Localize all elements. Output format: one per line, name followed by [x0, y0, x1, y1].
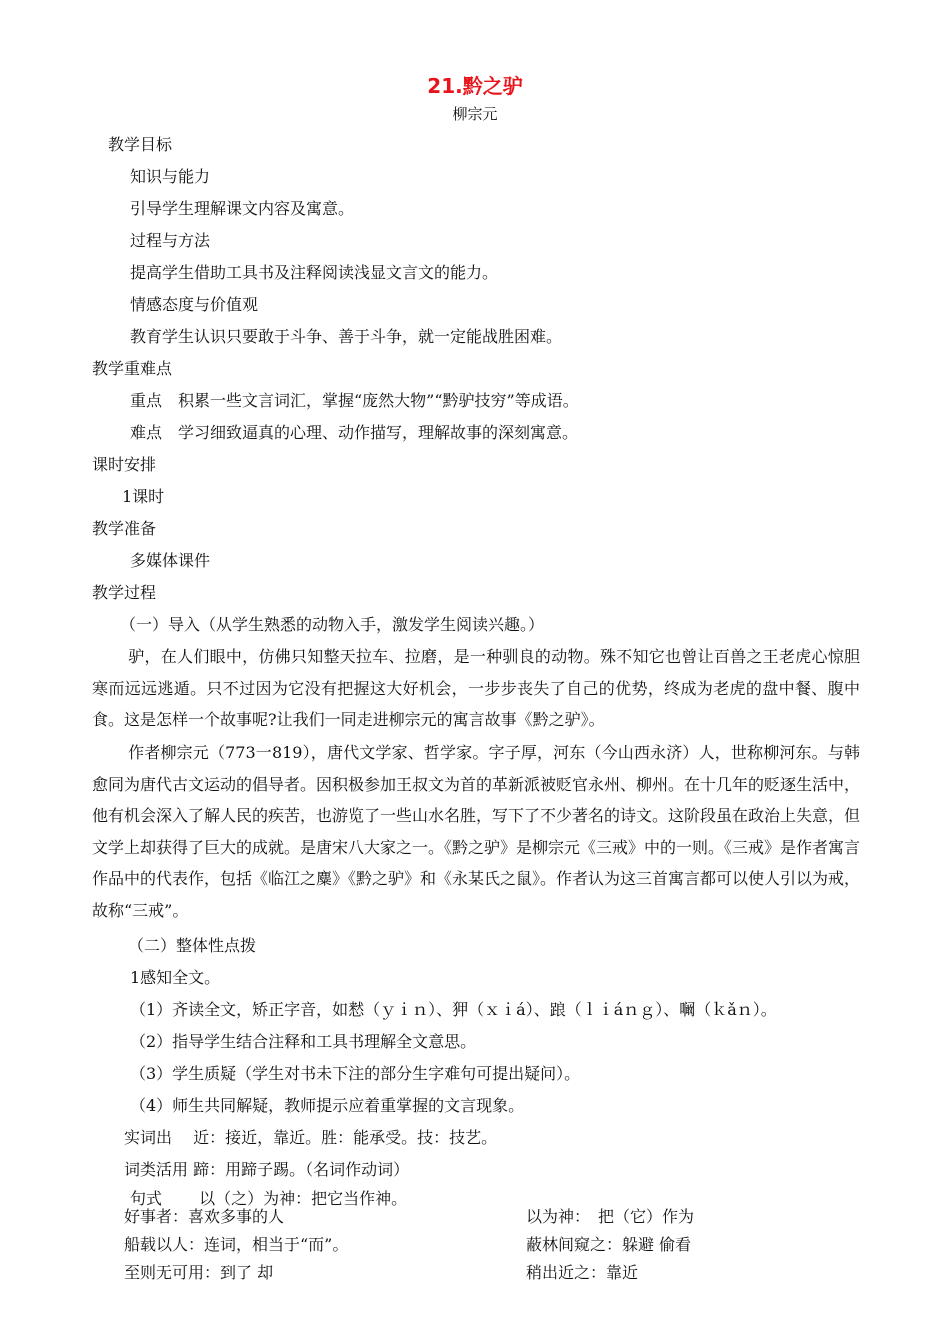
step-perceive: 1感知全文。 — [130, 968, 221, 987]
heading-process: 教学过程 — [92, 583, 157, 602]
word-class-usage: 词类活用 蹄：用蹄子踢。（名词作动词） — [124, 1160, 410, 1179]
key-focus-text: 重点 积累一些文言词汇，掌握“庞然大物”“黔驴技穷”等成语。 — [130, 391, 579, 410]
goal-knowledge-text: 引导学生理解课文内容及寓意。 — [130, 199, 355, 218]
heading-schedule: 课时安排 — [92, 455, 157, 474]
intro-paragraph — [92, 641, 860, 736]
step-item-4: （4）师生共同解疑，教师提示应着重掌握的文言现象。 — [130, 1096, 525, 1115]
gloss-right-1: 以为神： 把（它）作为 — [526, 1207, 695, 1226]
gloss-left-3: 至则无可用：到了 却 — [124, 1263, 274, 1282]
gloss-right-3: 稍出近之：靠近 — [526, 1263, 639, 1282]
gloss-right-2: 蔽林间窥之：躲避 偷看 — [526, 1235, 692, 1254]
goal-process-text: 提高学生借助工具书及注释阅读浅显文言文的能力。 — [130, 263, 499, 282]
schedule-text: 1课时 — [122, 487, 165, 506]
key-difficulty-text: 难点 学习细致逼真的心理、动作描写，理解故事的深刻寓意。 — [130, 423, 579, 442]
gloss-left-2: 船载以人：连词，相当于“而”。 — [124, 1235, 349, 1254]
sentence-pattern: 句式 以（之）为神：把它当作神。 — [130, 1189, 408, 1208]
subheading-knowledge: 知识与能力 — [130, 167, 211, 186]
heading-prep: 教学准备 — [92, 519, 157, 538]
gloss-left-1: 好事者：喜欢多事的人 — [124, 1207, 285, 1226]
page-title: 21.黔之驴 — [427, 74, 523, 98]
step-item-2: （2）指导学生结合注释和工具书理解全文意思。 — [130, 1032, 477, 1051]
goal-attitude-text: 教育学生认识只要敢于斗争、善于斗争，就一定能战胜困难。 — [130, 327, 563, 346]
intro-paragraph-text: 驴，在人们眼中，仿佛只知整天拉车、拉磨，是一种驯良的动物。殊不知它也曾让百兽之王老虎心惊胆寒而远远逃遁。只不过因为它没有把握这大好机会，一步步丧失了自己的优势，终成为老虎的盘中餐、腹中食。这是怎样一个故事呢?让我们一同走进柳宗元的寓言故事《黔之驴》。 — [92, 647, 860, 730]
overall-heading: （二）整体性点拨 — [128, 936, 257, 955]
author-name: 柳宗元 — [452, 105, 498, 123]
step-item-3: （3）学生质疑（学生对书未下注的部分生字难句可提出疑问）。 — [130, 1064, 581, 1083]
prep-text: 多媒体课件 — [130, 551, 211, 570]
subheading-attitude: 情感态度与价值观 — [130, 295, 259, 314]
heading-goals: 教学目标 — [108, 135, 173, 154]
step-item-1: （1）齐读全文，矫正字音，如慭（ｙｉｎ）、狎（ｘｉá）、踉（ｌｉáｎｇ）、㘎（ｋǎｎ）。 — [130, 1000, 777, 1019]
subheading-process: 过程与方法 — [130, 231, 211, 250]
heading-key-points: 教学重难点 — [92, 359, 173, 378]
author-paragraph-text: 作者柳宗元（773一819），唐代文学家、哲学家。字子厚，河东（今山西永济）人，世称柳河东。与韩愈同为唐代古文运动的倡导者。因积极参加王叔文为首的革新派被贬官永州、柳州。在十几年的贬逐生活中，他有机会深入了解人民的疾苦，也游览了一些山水名胜，写下了不少著名的诗文。这阶段虽在政治上失意，但文学上却获得了巨大的成就。是唐宋八大家之一。《黔之驴》是柳宗元《三戒》中的一则。《三戒》是作者寓言作品中的代表作，包括《临江之麋》《黔之驴》和《永某氏之鼠》。作者认为这三首寓言都可以使人引以为戒，故称“三戒”。 — [92, 743, 861, 920]
author-paragraph — [92, 737, 860, 927]
intro-heading: （一）导入（从学生熟悉的动物入手，激发学生阅读兴趣。） — [120, 615, 545, 634]
content-words: 实词出 近：接近，靠近。胜：能承受。技：技艺。 — [124, 1128, 498, 1147]
